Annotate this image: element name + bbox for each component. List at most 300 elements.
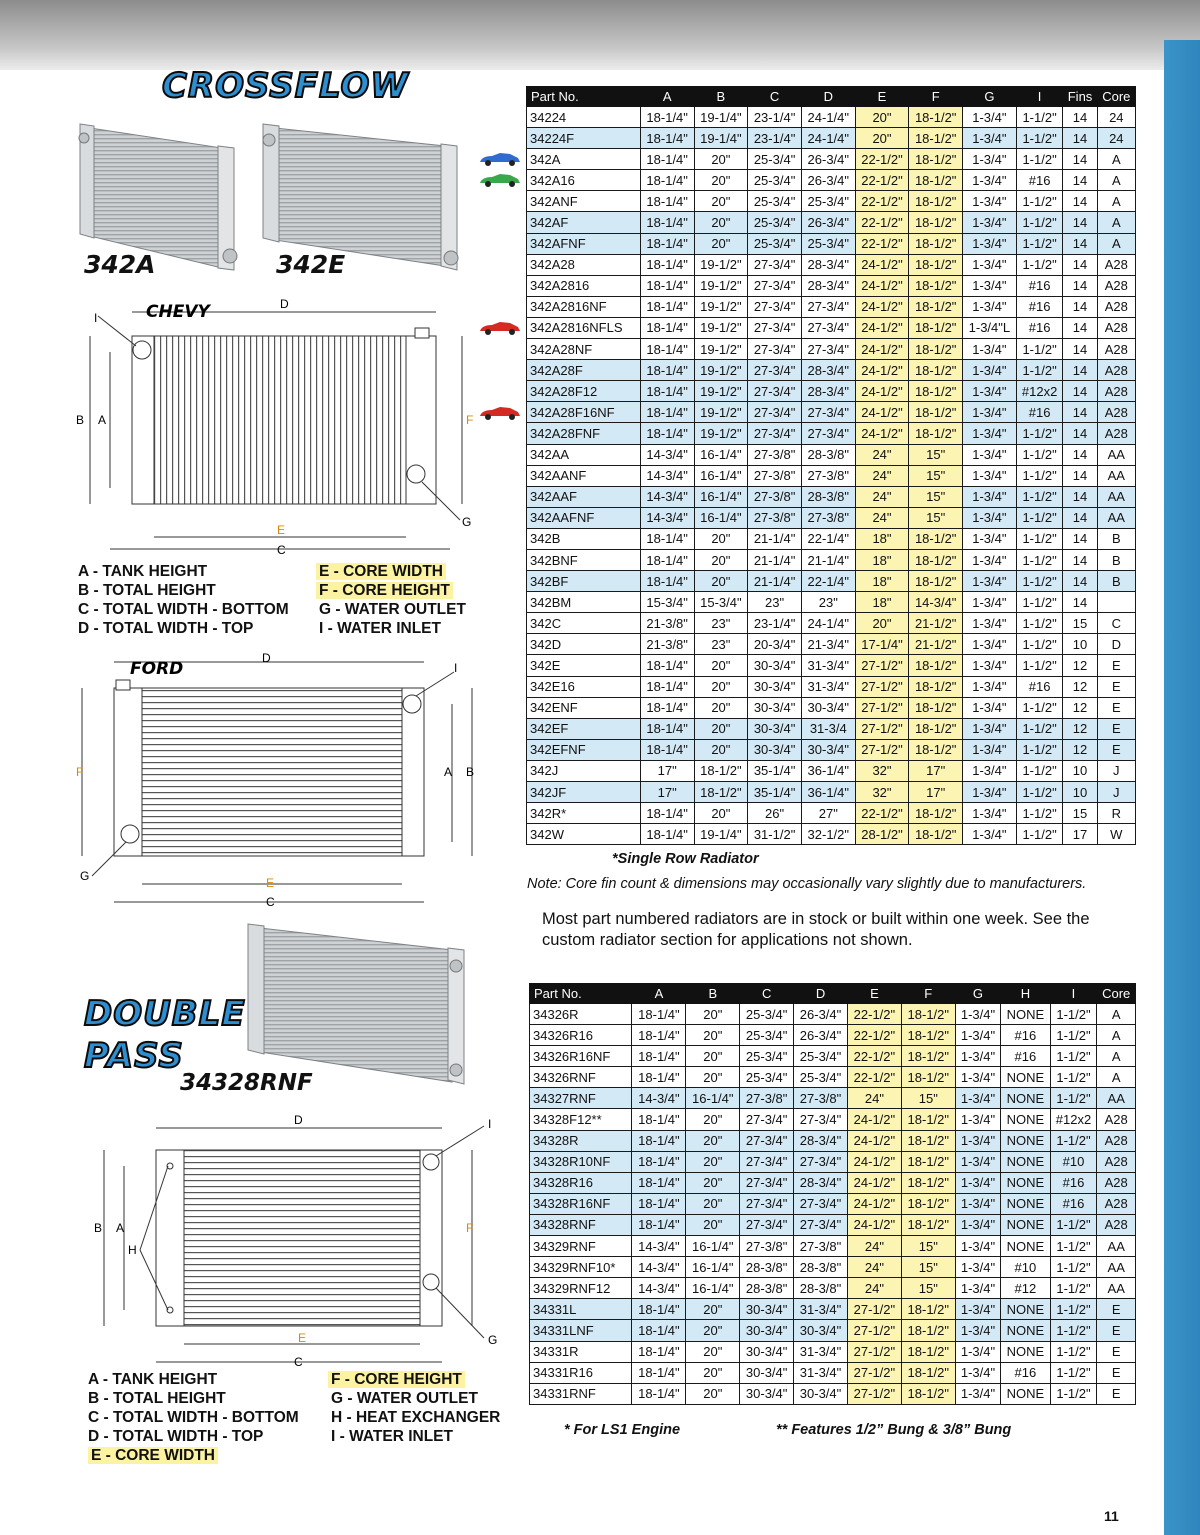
table-cell: 23-1/4" <box>748 613 802 634</box>
table-cell: 14-3/4" <box>640 444 694 465</box>
table-cell: A28 <box>1097 381 1135 402</box>
table-cell: NONE <box>1001 1214 1050 1235</box>
table-cell: #16 <box>1001 1025 1050 1046</box>
svg-text:I: I <box>454 661 458 675</box>
table-cell: 27-3/4" <box>748 339 802 360</box>
svg-text:C: C <box>294 1355 303 1369</box>
legend-item: A - TANK HEIGHT <box>88 1371 218 1388</box>
table-cell: 14 <box>1063 107 1097 128</box>
table-cell: 22-1/4" <box>801 528 855 549</box>
table-cell: 24-1/4" <box>801 107 855 128</box>
svg-text:F: F <box>76 765 84 779</box>
table-cell: 27-3/4" <box>801 339 855 360</box>
page-number: 11 <box>1104 1508 1119 1524</box>
table-cell: 1-1/2" <box>1016 571 1063 592</box>
table-row <box>530 1109 1136 1130</box>
fin-count-note: Note: Core fin count & dimensions may occasionally vary slightly due to manufacturers. <box>527 876 1087 892</box>
table-cell: 27-3/8" <box>801 465 855 486</box>
table-cell: 24-1/2" <box>847 1109 901 1130</box>
table-cell: 21-3/4" <box>801 634 855 655</box>
part-number-cell: 342A28F12 <box>527 381 641 402</box>
table-cell: 1-3/4"L <box>963 317 1017 338</box>
table-cell: #10 <box>1001 1257 1050 1278</box>
table-cell: 20" <box>694 149 748 170</box>
table-row <box>527 655 1136 676</box>
table-cell: 24" <box>855 444 909 465</box>
table-cell: 15-3/4" <box>640 592 694 613</box>
table-cell: 1-3/4" <box>963 676 1017 697</box>
svg-text:H: H <box>128 1243 137 1257</box>
table-cell: 1-1/2" <box>1016 149 1063 170</box>
table-cell: 18-1/4" <box>640 528 694 549</box>
part-number-cell: 342A2816 <box>527 275 641 296</box>
table-cell: 1-3/4" <box>963 296 1017 317</box>
table-row <box>530 1172 1136 1193</box>
table-cell: NONE <box>1001 1067 1050 1088</box>
table-row <box>527 128 1136 149</box>
table-cell: 27-1/2" <box>855 718 909 739</box>
table-cell: 1-3/4" <box>963 592 1017 613</box>
table-row <box>527 613 1136 634</box>
part-number-cell: 34326RNF <box>530 1067 632 1088</box>
table-cell: 28-3/4" <box>794 1130 848 1151</box>
table-cell: 18-1/4" <box>640 107 694 128</box>
table-cell: 1-1/2" <box>1016 824 1063 845</box>
svg-text:I: I <box>94 311 98 325</box>
table-cell: 18-1/2" <box>909 676 963 697</box>
table-cell: 1-1/2" <box>1016 655 1063 676</box>
table-cell: 20" <box>694 233 748 254</box>
table-cell: A28 <box>1097 275 1135 296</box>
table-cell: 28-3/8" <box>740 1278 794 1299</box>
table-cell: 27" <box>801 803 855 824</box>
table-cell: A28 <box>1097 1193 1136 1214</box>
svg-text:B: B <box>94 1221 103 1235</box>
table-cell: A <box>1097 170 1135 191</box>
table-cell: 18-1/2" <box>694 760 748 781</box>
table-row <box>527 339 1136 360</box>
table-cell: 30-3/4" <box>748 697 802 718</box>
table-cell: 18-1/2" <box>909 339 963 360</box>
table-row <box>527 549 1136 570</box>
table-row <box>527 191 1136 212</box>
table-cell: 18-1/4" <box>632 1130 686 1151</box>
table-row <box>527 212 1136 233</box>
table-row <box>530 1046 1136 1067</box>
table-cell: 18-1/4" <box>640 739 694 760</box>
table-cell: 20" <box>686 1320 740 1341</box>
table-row <box>530 1278 1136 1299</box>
table-cell: 12 <box>1063 718 1097 739</box>
column-header: Core <box>1097 87 1135 107</box>
table-cell: 14-3/4" <box>640 486 694 507</box>
table-cell: 20" <box>686 1130 740 1151</box>
table-cell: 18-1/4" <box>632 1362 686 1383</box>
column-header: Part No. <box>530 984 632 1004</box>
table-cell: A28 <box>1097 317 1135 338</box>
table-cell: 19-1/2" <box>694 423 748 444</box>
table-cell: E <box>1097 739 1135 760</box>
table-cell: C <box>1097 613 1135 634</box>
table-cell: NONE <box>1001 1383 1050 1404</box>
table-cell: 14 <box>1063 128 1097 149</box>
table-cell: 1-1/2" <box>1050 1383 1097 1404</box>
table-cell: 1-3/4" <box>963 339 1017 360</box>
table-row <box>527 149 1136 170</box>
legend-item: G - WATER OUTLET <box>319 601 466 618</box>
table-cell: J <box>1097 760 1135 781</box>
table-cell: AA <box>1097 465 1135 486</box>
stock-note: Most part numbered radiators are in stock or built within one week. See the custom radiator section for applications not shown. <box>542 910 1090 949</box>
table-cell: 14-3/4" <box>640 507 694 528</box>
table-cell: 1-3/4" <box>963 613 1017 634</box>
table-cell: 14 <box>1063 360 1097 381</box>
table-cell: 27-3/4" <box>740 1214 794 1235</box>
table-cell: A28 <box>1097 1109 1136 1130</box>
table-cell: 27-1/2" <box>847 1299 901 1320</box>
table-cell: 1-1/2" <box>1050 1067 1097 1088</box>
table-cell: #16 <box>1050 1193 1097 1214</box>
table-cell: 27-3/4" <box>740 1109 794 1130</box>
legend-item: C - TOTAL WIDTH - BOTTOM <box>88 1409 299 1426</box>
table-cell: A <box>1097 233 1135 254</box>
table-cell: 24-1/2" <box>855 296 909 317</box>
table-cell: 19-1/4" <box>694 107 748 128</box>
table-cell: #16 <box>1016 402 1063 423</box>
table-row <box>527 739 1136 760</box>
table-cell: 19-1/2" <box>694 254 748 275</box>
table-cell: 14 <box>1063 254 1097 275</box>
table-cell: 18-1/4" <box>640 296 694 317</box>
table-cell: 1-3/4" <box>963 233 1017 254</box>
part-number-cell: 342A28FNF <box>527 423 641 444</box>
column-header: Fins <box>1063 87 1097 107</box>
part-number-cell: 342J <box>527 760 641 781</box>
page-edge-tab <box>1164 40 1200 1535</box>
table-cell: 25-3/4" <box>748 170 802 191</box>
svg-text:C: C <box>277 543 286 557</box>
part-number-cell: 342E16 <box>527 676 641 697</box>
table-row <box>527 782 1136 803</box>
table-cell: 1-3/4" <box>963 571 1017 592</box>
table-cell: 18-1/2" <box>901 1004 955 1025</box>
part-number-cell: 34329RNF <box>530 1236 632 1257</box>
part-number-cell: 34328R10NF <box>530 1151 632 1172</box>
table-cell: 30-3/4" <box>740 1299 794 1320</box>
table-cell: #16 <box>1001 1362 1050 1383</box>
table-cell: 27-3/8" <box>740 1088 794 1109</box>
table-row <box>530 1193 1136 1214</box>
table-cell: 18-1/2" <box>901 1193 955 1214</box>
table-cell: 18-1/2" <box>909 149 963 170</box>
table-cell: 28-3/4" <box>794 1172 848 1193</box>
table-cell: 31-1/2" <box>748 824 802 845</box>
table-cell: 30-3/4" <box>748 655 802 676</box>
table-cell: 14 <box>1063 381 1097 402</box>
table-cell: 20" <box>694 803 748 824</box>
part-number-cell: 342A28NF <box>527 339 641 360</box>
part-number-cell: 342EF <box>527 718 641 739</box>
table-cell: #16 <box>1016 676 1063 697</box>
table-cell: 1-3/4" <box>955 1088 1001 1109</box>
table-row <box>527 634 1136 655</box>
table-cell: A28 <box>1097 402 1135 423</box>
table-cell: 1-3/4" <box>963 507 1017 528</box>
table-cell: 1-1/2" <box>1016 760 1063 781</box>
table-cell: 24-1/2" <box>855 275 909 296</box>
table-cell: 18-1/4" <box>640 676 694 697</box>
legend-item: F - CORE HEIGHT <box>316 582 453 599</box>
svg-text:F: F <box>466 1221 474 1235</box>
table-row <box>527 423 1136 444</box>
table-cell: NONE <box>1001 1130 1050 1151</box>
table-cell: 36-1/4" <box>801 782 855 803</box>
single-row-note: *Single Row Radiator <box>612 851 759 867</box>
ford-dimension-diagram <box>70 648 490 913</box>
table-cell: A <box>1097 1004 1136 1025</box>
table-cell: A28 <box>1097 1151 1136 1172</box>
table-cell: 1-3/4" <box>955 1320 1001 1341</box>
table-cell: 24-1/2" <box>855 317 909 338</box>
table-cell: 1-3/4" <box>963 275 1017 296</box>
table-cell: 10 <box>1063 760 1097 781</box>
table-cell: NONE <box>1001 1004 1050 1025</box>
part-number-cell: 342JF <box>527 782 641 803</box>
table-cell: 18-1/2" <box>909 402 963 423</box>
table-cell: 14-3/4" <box>632 1257 686 1278</box>
table-cell: 14 <box>1063 507 1097 528</box>
part-number-cell: 34326R <box>530 1004 632 1025</box>
table-cell: 14-3/4" <box>640 465 694 486</box>
table-cell: 30-3/4" <box>748 739 802 760</box>
table-cell: E <box>1097 1299 1136 1320</box>
part-number-cell: 342AA <box>527 444 641 465</box>
table-cell: AA <box>1097 1236 1136 1257</box>
table-cell: E <box>1097 1341 1136 1362</box>
table-row <box>527 676 1136 697</box>
table-cell: 20" <box>855 107 909 128</box>
legend-item: F - CORE HEIGHT <box>328 1371 465 1388</box>
table-cell: 1-3/4" <box>963 465 1017 486</box>
part-number-cell: 342BF <box>527 571 641 592</box>
table-cell: 18-1/2" <box>901 1067 955 1088</box>
part-number-cell: 342A28 <box>527 254 641 275</box>
table-cell: 1-3/4" <box>955 1151 1001 1172</box>
table-cell: A28 <box>1097 1130 1136 1151</box>
blue-car-icon <box>478 152 522 166</box>
table-cell: 30-3/4" <box>801 739 855 760</box>
part-number-cell: 34331R16 <box>530 1362 632 1383</box>
table-cell: 21-1/2" <box>909 613 963 634</box>
table-cell: 30-3/4" <box>740 1383 794 1404</box>
table-cell: 14 <box>1063 486 1097 507</box>
svg-text:E: E <box>298 1331 307 1345</box>
table-row <box>527 824 1136 845</box>
table-cell: 1-3/4" <box>963 381 1017 402</box>
table-cell: 14 <box>1063 402 1097 423</box>
table-cell: 1-3/4" <box>963 697 1017 718</box>
red-car-icon <box>478 406 522 420</box>
table-cell: 27-1/2" <box>847 1362 901 1383</box>
table-cell: E <box>1097 718 1135 739</box>
table-cell: 31-3/4" <box>794 1341 848 1362</box>
table-cell: 1-3/4" <box>955 1004 1001 1025</box>
table-cell: 1-1/2" <box>1016 803 1063 824</box>
table-cell: 1-1/2" <box>1050 1236 1097 1257</box>
table-cell: 17" <box>909 782 963 803</box>
table-cell: 27-3/4" <box>748 275 802 296</box>
table-cell: 27-3/8" <box>794 1236 848 1257</box>
table-cell: 30-3/4" <box>748 718 802 739</box>
part-number-cell: 34328R16 <box>530 1172 632 1193</box>
table-cell: 18-1/4" <box>632 1214 686 1235</box>
table-cell: 10 <box>1063 782 1097 803</box>
table-cell: 1-1/2" <box>1016 697 1063 718</box>
table-cell: NONE <box>1001 1151 1050 1172</box>
svg-text:D: D <box>294 1113 303 1127</box>
table-cell: 18-1/2" <box>909 212 963 233</box>
table-cell: 17" <box>640 760 694 781</box>
table-cell: 22-1/4" <box>801 571 855 592</box>
table-cell: 18-1/4" <box>632 1004 686 1025</box>
table-cell: 1-3/4" <box>955 1236 1001 1257</box>
table-cell: AA <box>1097 507 1135 528</box>
table-cell: 1-3/4" <box>955 1172 1001 1193</box>
table-cell: 22-1/2" <box>847 1025 901 1046</box>
column-header: B <box>686 984 740 1004</box>
table-cell: 15" <box>901 1236 955 1257</box>
table-cell: 16-1/4" <box>686 1257 740 1278</box>
table-cell: #16 <box>1050 1172 1097 1193</box>
table-cell: 18-1/4" <box>632 1320 686 1341</box>
table-row <box>530 1151 1136 1172</box>
table-cell: 24" <box>847 1257 901 1278</box>
table-cell: 18-1/4" <box>640 212 694 233</box>
table-cell: 26-3/4" <box>794 1025 848 1046</box>
table-cell: 14 <box>1063 444 1097 465</box>
part-number-cell: 342AAFNF <box>527 507 641 528</box>
table-cell: 14 <box>1063 149 1097 170</box>
table-row <box>527 803 1136 824</box>
table-cell: 19-1/2" <box>694 317 748 338</box>
column-header: C <box>748 87 802 107</box>
table-cell: 27-3/4" <box>801 423 855 444</box>
table-cell: 36-1/4" <box>801 760 855 781</box>
table-cell: 1-1/2" <box>1016 486 1063 507</box>
legend-item: B - TOTAL HEIGHT <box>88 1390 226 1407</box>
table-row <box>527 760 1136 781</box>
table-cell: 22-1/2" <box>855 170 909 191</box>
chevy-title: CHEVY <box>146 302 210 322</box>
table-cell: 30-3/4" <box>794 1383 848 1404</box>
model-label-342e: 342E <box>276 250 346 279</box>
part-number-cell: 342D <box>527 634 641 655</box>
table-cell: 18-1/2" <box>909 296 963 317</box>
table-cell: 1-1/2" <box>1016 339 1063 360</box>
table-cell: 27-1/2" <box>855 697 909 718</box>
table-cell: 20" <box>686 1025 740 1046</box>
legend-item: G - WATER OUTLET <box>331 1390 478 1407</box>
table-cell: 24-1/4" <box>801 613 855 634</box>
table-cell: #16 <box>1016 317 1063 338</box>
table-cell: 21-1/4" <box>801 549 855 570</box>
table-cell: 14 <box>1063 212 1097 233</box>
table-cell: 20" <box>694 571 748 592</box>
table-cell: 27-3/4" <box>801 402 855 423</box>
part-number-cell: 34329RNF12 <box>530 1278 632 1299</box>
table-cell: 15" <box>909 465 963 486</box>
table-cell: NONE <box>1001 1236 1050 1257</box>
table-cell: 23" <box>748 592 802 613</box>
table-cell: 31-3/4" <box>801 655 855 676</box>
table-cell <box>1097 592 1135 613</box>
table-cell: 1-1/2" <box>1050 1362 1097 1383</box>
table-cell: 23-1/4" <box>748 107 802 128</box>
table-cell: 25-3/4" <box>794 1067 848 1088</box>
table-cell: 24" <box>847 1278 901 1299</box>
column-header: H <box>1001 984 1050 1004</box>
table-cell: 27-1/2" <box>855 655 909 676</box>
svg-text:B: B <box>466 765 475 779</box>
part-number-cell: 34224 <box>527 107 641 128</box>
table-cell: 18-1/2" <box>909 423 963 444</box>
table-cell: #12x2 <box>1016 381 1063 402</box>
table-cell: 23" <box>694 634 748 655</box>
table-cell: 14 <box>1063 549 1097 570</box>
part-number-cell: 34328R16NF <box>530 1193 632 1214</box>
table-cell: 18-1/2" <box>901 1320 955 1341</box>
table-cell: 24-1/2" <box>847 1214 901 1235</box>
table-cell: 1-1/2" <box>1016 360 1063 381</box>
table-cell: 1-1/2" <box>1016 465 1063 486</box>
legend-item: D - TOTAL WIDTH - TOP <box>78 620 254 637</box>
table-row <box>530 1088 1136 1109</box>
table-cell: 27-3/4" <box>748 296 802 317</box>
table-cell: 14-3/4" <box>632 1088 686 1109</box>
table-cell: 24-1/2" <box>847 1172 901 1193</box>
table-cell: 25-3/4" <box>740 1004 794 1025</box>
table-cell: 20" <box>694 739 748 760</box>
table-cell: 32" <box>855 782 909 803</box>
table-cell: 1-1/2" <box>1016 592 1063 613</box>
table-cell: 1-3/4" <box>963 128 1017 149</box>
part-number-cell: 342AFNF <box>527 233 641 254</box>
table-cell: 30-3/4" <box>748 676 802 697</box>
table-row <box>530 1004 1136 1025</box>
table-row <box>527 592 1136 613</box>
table-cell: 27-3/4" <box>740 1151 794 1172</box>
table-cell: 23" <box>694 613 748 634</box>
table-cell: 18-1/4" <box>632 1172 686 1193</box>
part-number-cell: 342AF <box>527 212 641 233</box>
table-cell: 25-3/4" <box>801 191 855 212</box>
table-cell: 22-1/2" <box>847 1046 901 1067</box>
table-cell: 1-1/2" <box>1016 191 1063 212</box>
legend-item: I - WATER INLET <box>331 1428 453 1445</box>
table-cell: 14 <box>1063 275 1097 296</box>
table-cell: 18-1/4" <box>632 1193 686 1214</box>
table-cell: 18-1/4" <box>640 191 694 212</box>
table-cell: 12 <box>1063 697 1097 718</box>
table-cell: 20" <box>694 697 748 718</box>
column-header: I <box>1016 87 1063 107</box>
red-car-icon <box>478 321 522 335</box>
table-cell: 28-3/4" <box>801 381 855 402</box>
table-cell: 18-1/2" <box>909 360 963 381</box>
table-cell: 17-1/4" <box>855 634 909 655</box>
table-cell: 18-1/4" <box>640 549 694 570</box>
part-number-cell: 34331L <box>530 1299 632 1320</box>
